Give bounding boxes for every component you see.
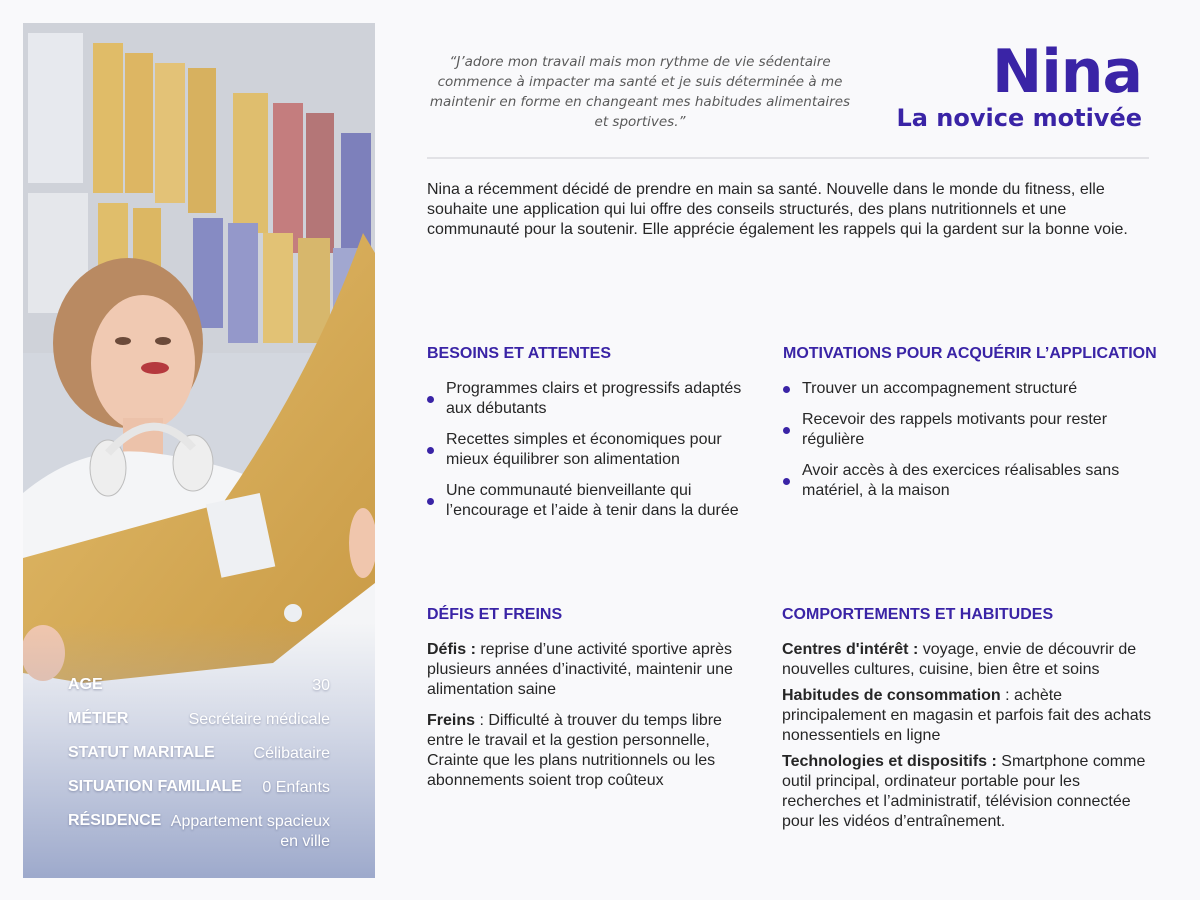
profile-row-marital-status — [68, 744, 330, 764]
paragraph-text: : achète principalement en magasin et parfois fait des achats nonessentiels en ligne — [782, 687, 1152, 744]
section-title: MOTIVATIONS POUR ACQUÉRIR L’APPLICATION — [783, 345, 1157, 362]
section-title: COMPORTEMENTS ET HABITUDES — [782, 606, 1054, 623]
list-item — [783, 461, 1153, 501]
header-divider — [427, 157, 1149, 159]
bullet-icon — [783, 478, 790, 485]
list-item-text: Programmes clairs et progressifs adaptés aux débutants — [446, 380, 742, 417]
bullet-icon — [427, 396, 434, 403]
profile-key: AGE — [68, 676, 103, 693]
bullet-icon — [427, 447, 434, 454]
behaviors-paragraph — [782, 752, 1152, 832]
persona-subtitle: La novice motivée — [896, 104, 1142, 132]
bullet-icon — [783, 427, 790, 434]
profile-key: RÉSIDENCE — [68, 812, 162, 829]
profile-value: Appartement spacieux en ville — [170, 813, 330, 850]
profile-row-age — [68, 676, 330, 696]
section-challenges — [427, 606, 737, 802]
section-motivations — [783, 345, 1157, 512]
list-item — [427, 379, 757, 419]
profile-row-residence — [68, 812, 330, 852]
bullet-icon — [783, 386, 790, 393]
persona-photo-panel — [23, 23, 375, 878]
paragraph-text: voyage, envie de découvrir de nouvelles cultures, cuisine, bien être et soins — [782, 641, 1137, 678]
profile-value: Célibataire — [253, 745, 330, 762]
persona-quote: “J’adore mon travail mais mon rythme de vie sédentaire commence à impacter ma santé et je suis déterminée à me maintenir en forme en changeant mes habitudes alimentaires et sportives.” — [429, 54, 851, 130]
persona-intro: Nina a récemment décidé de prendre en main sa santé. Nouvelle dans le monde du fitness, elle souhaite une application qui lui offre des conseils structurés, des plans nutritionnels et une communauté pour la soutenir. Elle apprécie également les rappels qui la gardent sur la bonne voie. — [427, 181, 1128, 238]
list-item — [427, 481, 757, 521]
list-item — [783, 379, 1153, 399]
section-behaviors — [782, 606, 1152, 838]
persona-name-block — [896, 37, 1142, 132]
paragraph-label: Défis : — [427, 641, 481, 658]
list-item-text: Avoir accès à des exercices réalisables sans matériel, à la maison — [802, 462, 1120, 499]
persona-name: Nina — [992, 37, 1142, 107]
bullet-icon — [427, 498, 434, 505]
behaviors-paragraph — [782, 640, 1152, 680]
paragraph-label: Habitudes de consommation — [782, 687, 1001, 704]
paragraph-label: Centres d'intérêt : — [782, 641, 919, 658]
profile-key: SITUATION FAMILIALE — [68, 778, 242, 795]
section-title: DÉFIS ET FREINS — [427, 606, 563, 623]
profile-row-job — [68, 710, 330, 730]
paragraph-text: reprise d’une activité sportive après plusieurs années d’inactivité, maintenir une alimentation saine — [427, 641, 733, 698]
list-item-text: Trouver un accompagnement structuré — [802, 380, 1078, 397]
paragraph-text: : Difficulté à trouver du temps libre entre le travail et la gestion personnelle, Crainte que les plans nutritionnels ou les abonnements soient trop coûteux — [427, 712, 722, 789]
section-needs — [427, 345, 757, 532]
profile-value: 30 — [312, 677, 330, 694]
section-title: BESOINS ET ATTENTES — [427, 345, 612, 362]
list-item-text: Recevoir des rappels motivants pour rester régulière — [802, 411, 1108, 448]
list-item — [783, 410, 1153, 450]
profile-row-family — [68, 778, 330, 798]
profile-key: STATUT MARITALE — [68, 744, 215, 761]
needs-list — [427, 379, 757, 521]
challenges-paragraph — [427, 640, 737, 700]
paragraph-text: Smartphone comme outil principal, ordinateur portable pour les recherches et l’administratif, télévision connectée pour les vidéos d’entraînement. — [782, 753, 1146, 830]
challenges-paragraph — [427, 711, 737, 791]
paragraph-label: Technologies et dispositifs : — [782, 753, 997, 770]
profile-value: Secrétaire médicale — [188, 711, 330, 728]
profile-key: MÉTIER — [68, 710, 129, 727]
paragraph-label: Freins — [427, 712, 476, 729]
list-item-text: Recettes simples et économiques pour mieux équilibrer son alimentation — [446, 431, 722, 468]
behaviors-paragraph — [782, 686, 1152, 746]
profile-value: 0 Enfants — [262, 779, 330, 796]
list-item-text: Une communauté bienveillante qui l’encourage et l’aide à tenir dans la durée — [446, 482, 739, 519]
motivations-list — [783, 379, 1153, 501]
list-item — [427, 430, 757, 470]
profile-info-list — [68, 676, 330, 866]
